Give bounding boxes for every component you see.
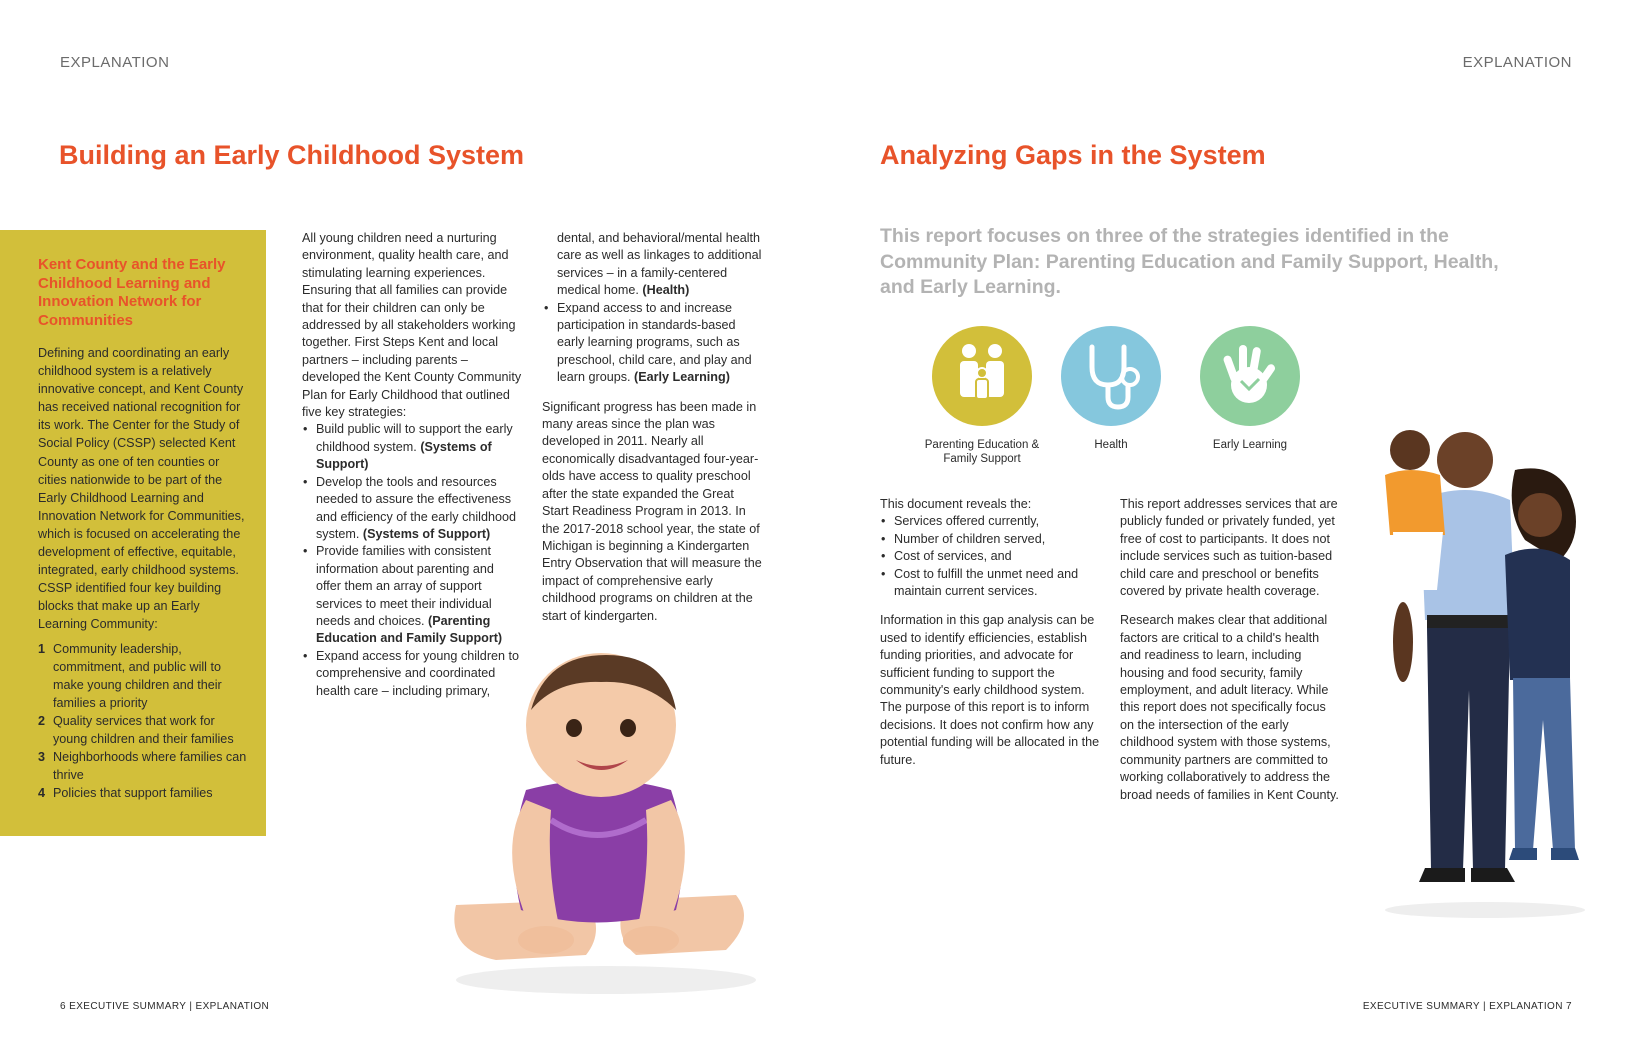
document-reveals-list: [880, 513, 1105, 600]
intro-paragraph: All young children need a nurturing environment, quality health care, and stimulating learning experiences. Ensuring that all families can provide that for their children can only be addressed by all stakeholders working together. First Steps Kent and local partners – including parents – developed the Kent County Community Plan for Early Childhood that outlined five key strategies:: [302, 231, 522, 420]
page-title-left: Building an Early Childhood System: [59, 140, 525, 170]
list-item: • Provide families with consistent information about parenting and offer them an array of support services to meet their individual needs and choices. (Parenting Education and Family Support): [302, 543, 522, 647]
hand-print-icon: [1200, 326, 1300, 426]
list-item: 2 Quality services that work for young children and their families: [38, 713, 234, 746]
footer-right: EXECUTIVE SUMMARY | EXPLANATION 7: [1362, 1001, 1572, 1012]
research-paragraph: Research makes clear that additional factors are critical to a child's health and readiness to learn, including housing and food security, family employment, and adult literacy. While this report does not specifically focus on the intersection of the early childhood system with those systems, community partners are committed to working collaboratively to address the broad needs of families in Kent County.: [1120, 613, 1339, 802]
page-title-right: Analyzing Gaps in the System: [880, 140, 1266, 170]
left-column-2: [543, 230, 763, 625]
progress-paragraph: Significant progress has been made in many areas since the plan was developed in 2011. Nearly all economically disadvantaged four-year-olds have access to quality preschool after the state expanded the Great Start Readiness Program in 2013. In the 2017-2018 school year, the state of Michigan is beginning a Kindergarten Entry Observation that will measure the impact of comprehensive early childhood programs on children at the start of kindergarten.: [542, 399, 762, 623]
section-label-right: EXPLANATION: [1462, 54, 1572, 71]
list-item: 3 Neighborhoods where families can thrive: [38, 750, 247, 783]
section-label-left: EXPLANATION: [60, 54, 170, 71]
icon-label-health: Health: [1094, 439, 1128, 451]
sidebar-body: [38, 344, 250, 802]
left-column-1: [302, 230, 522, 700]
gap-analysis-paragraph: Information in this gap analysis can be used to identify efficiencies, establish funding priorities, and advocate for sufficient funding to support the community's early childhood system. The purpose of this report is to inform decisions. It does not confirm how any potential funding will be allocated in the future.: [880, 613, 1100, 767]
family-photo: [1365, 420, 1595, 920]
list-item: • Develop the tools and resources needed to assure the effectiveness and efficiency of the early childhood system. (Systems of Support): [302, 474, 522, 544]
lead-text: This report focuses on three of the strategies identified in the Community Plan: Parenting Education and Family Support, Health, and Early Learning.: [880, 225, 1499, 298]
list-item: • Cost to fulfill the unmet need and maintain current services.: [880, 566, 1105, 601]
services-paragraph: This report addresses services that are publicly funded or privately funded, yet free of cost to participants. It does not include services such as tuition-based child care and preschool or benefits covered by private health coverage.: [1120, 497, 1338, 599]
footer-left: 6 EXECUTIVE SUMMARY | EXPLANATION: [60, 1001, 270, 1012]
list-item: • Number of children served,: [880, 531, 1105, 548]
right-column-2: [1120, 496, 1342, 816]
sidebar-paragraph: Defining and coordinating an early childhood system is a relatively innovative concept, and Kent County has received national recognition for its work. The Center for the Study of Social Policy (CSSP) selected Kent County as one of ten counties or cities nationwide to be part of the Early Childhood Learning and Innovation Network for Communities, which is focused on accelerating the development of effective, equitable, integrated, early childhood systems. CSSP identified four key building blocks that make up an Early Learning Community:: [38, 346, 245, 632]
list-item: 1 Community leadership, commitment, and public will to make young children and their families a priority: [38, 641, 222, 710]
family-icon: [932, 326, 1032, 426]
list-item: 4 Policies that support families: [38, 786, 213, 801]
icon-label-early-learning: Early Learning: [1212, 439, 1288, 451]
strategies-list-continued: [543, 300, 763, 387]
right-column-1: [880, 496, 1105, 769]
list-item: • Cost of services, and: [880, 548, 1105, 565]
list-item: • Expand access to and increase participation in standards-based early learning programs, such as preschool, child care, and play and learn groups. (Early Learning): [543, 300, 763, 387]
intro-line: This document reveals the:: [880, 497, 1032, 511]
list-item: • Build public will to support the early childhood system. (Systems of Support): [302, 421, 522, 473]
icon-label-parenting: Parenting Education & Family Support: [924, 439, 1040, 465]
building-blocks-list: [38, 640, 250, 803]
stethoscope-icon: [1061, 326, 1161, 426]
baby-photo: [436, 650, 776, 1000]
sidebar-heading: Kent County and the Early Childhood Learning and Innovation Network for Communities: [38, 256, 226, 329]
list-item: • Expand access for young children to comprehensive and coordinated health care – including primary,: [302, 648, 522, 700]
continued-text: dental, and behavioral/mental health care as well as linkages to additional services – in a family-centered medical home. (Health): [557, 231, 762, 298]
list-item: • Services offered currently,: [880, 513, 1105, 530]
